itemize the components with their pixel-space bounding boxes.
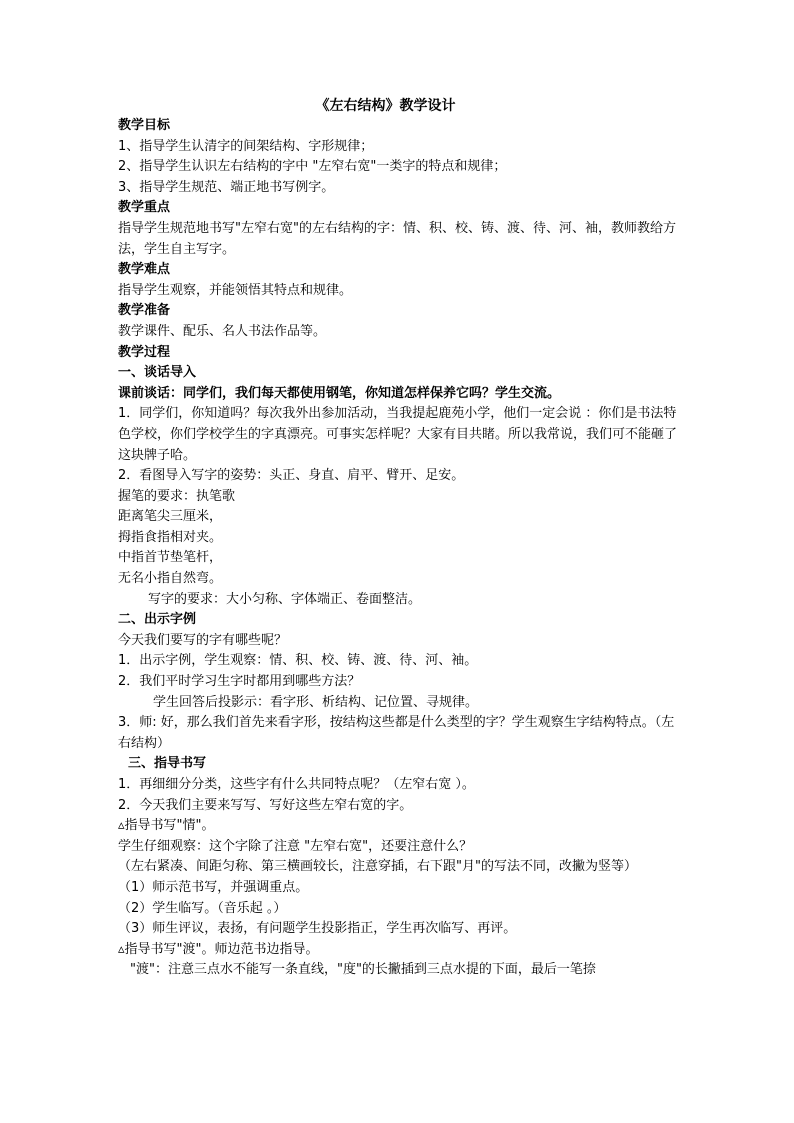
part2-step-1: 1．出示字例，学生观察：情、积、校、铸、渡、待、河、袖。 [118, 653, 478, 669]
song-line: 拇指食指相对夹。 [118, 529, 223, 545]
part3-step-2: 2．今天我们主要来写写、写好这些左窄右宽的字。 [118, 797, 413, 813]
goal-item: 3、指导学生规范、端正地书写例字。 [118, 179, 335, 195]
goal-heading: 教学目标 [118, 118, 171, 133]
prep-text: 教学课件、配乐、名人书法作品等。 [118, 323, 327, 339]
part3-step-1: 1．再细细分分类，这些字有什么共同特点呢？（左窄右宽 ）。 [118, 777, 475, 792]
song-line: 中指首节垫笔杆， [118, 550, 223, 566]
substep-1: （1）师示范书写，并强调重点。 [118, 879, 309, 895]
key-heading: 教学重点 [118, 200, 171, 216]
observe-answer: （左右紧凑、间距匀称、第三横画较长，注意穿插，右下跟"月"的写法不同，改撇为竖等） [118, 859, 637, 875]
substep-2: （2）学生临写。（音乐起 。） [118, 900, 287, 916]
part3-heading: 三、指导书写 [128, 756, 207, 772]
grip-title: 握笔的要求：执笔歌 [118, 488, 236, 504]
observe-question: 学生仔细观察：这个字除了注意 "左窄右宽"，还要注意什么？ [118, 838, 473, 854]
guide-qing: ▵指导书写"情"。 [118, 818, 215, 834]
prep-heading: 教学准备 [118, 303, 171, 319]
document-title: 《左右结构》教学设计 [315, 98, 456, 114]
part1-intro: 课前谈话：同学们，我们每天都使用钢笔，你知道怎样保养它吗？学生交流。 [118, 385, 561, 401]
difficulty-text: 指导学生观察，并能领悟其特点和规律。 [118, 282, 353, 298]
part1-heading: 一、谈话导入 [118, 365, 197, 381]
guide-du: ▵指导书写"渡"。师边范书边指导。 [118, 941, 319, 957]
goal-item: 1、指导学生认清字的间架结构、字形规律； [118, 138, 374, 154]
goal-item: 2、指导学生认识左右结构的字中 "左窄右宽"一类字的特点和规律； [118, 159, 507, 175]
process-heading: 教学过程 [118, 344, 171, 360]
part2-step-2-answer: 学生回答后投影示：看字形、析结构、记位置、寻规律。 [153, 694, 479, 710]
song-line: 距离笔尖三厘米， [118, 509, 223, 525]
key-text: 指导学生规范地书写"左窄右宽"的左右结构的字：情、积、校、铸、渡、待、河、袖，教师教给方法，学生自主写字。 [118, 220, 676, 257]
song-line: 无名小指自然弯。 [118, 571, 223, 587]
du-note: "渡"：注意三点水不能写一条直线，"度"的长撇插到三点水提的下面，最后一笔捺 [130, 962, 596, 978]
part2-step-3: 3．师: 好，那么我们首先来看字形，按结构这些都是什么类型的字？学生观察生字结构特点。（左右结构） [118, 715, 675, 751]
substep-3: （3）师生评议，表扬，有问题学生投影指正，学生再次临写、再评。 [118, 921, 517, 937]
part1-paragraph-2: 2．看图导入写字的姿势：头正、身直、肩平、臂开、足安。 [118, 468, 465, 484]
part2-question: 今天我们要写的字有哪些呢？ [118, 632, 288, 648]
document-page [118, 96, 678, 981]
part2-heading: 二、出示字例 [118, 612, 197, 628]
part1-paragraph-1: 1．同学们，你知道吗？每次我外出参加活动，当我提起鹿苑小学，他们一定会说 ：你们是书法特色学校，你们学校学生的字真漂亮。可事实怎样呢？大家有目共睹。所以我常说，我们可不能砸了这块牌子哈。 [118, 406, 678, 463]
part2-step-2: 2．我们平时学习生字时都用到哪些方法？ [118, 674, 361, 690]
difficulty-heading: 教学难点 [118, 262, 171, 278]
writing-requirement: 写字的要求：大小匀称、字体端正、卷面整洁。 [148, 591, 422, 607]
